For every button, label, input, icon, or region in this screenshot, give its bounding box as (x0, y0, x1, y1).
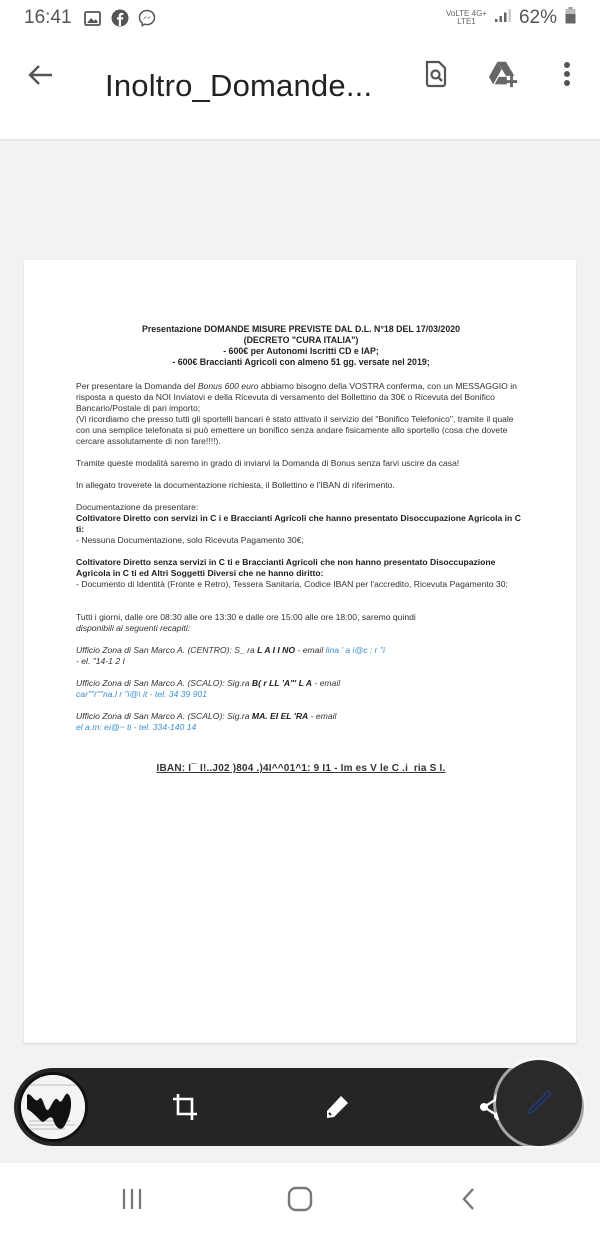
network-sim-label: LTE1 (457, 17, 476, 26)
gallery-icon (84, 9, 102, 27)
document-viewer[interactable] (0, 143, 600, 1163)
status-bar (0, 0, 600, 36)
arrow-left-icon (26, 60, 56, 90)
doc-text: Tutti i giorni, dalle ore 08:30 alle ore 13:30 e dalle ore 15:00 alle ore 18:00, saremo quindi (76, 612, 416, 622)
app-bar (0, 36, 600, 141)
doc-documentation-list (76, 502, 526, 546)
add-to-drive-button[interactable] (488, 58, 520, 90)
recent-apps-button[interactable] (112, 1181, 152, 1217)
network-indicator (446, 10, 487, 26)
contact-name: L A I I NO (257, 645, 296, 655)
contact-office: Ufficio Zona di San Marco A. (SCALO): Sig.ra (76, 678, 252, 688)
screenshot-thumbnail[interactable] (18, 1072, 88, 1142)
contact-email-link[interactable]: el a.m: ei@~ (76, 722, 125, 732)
find-in-page-icon (424, 60, 448, 88)
document-page (24, 260, 576, 1043)
back-button[interactable] (26, 60, 56, 90)
doc-header-line: (DECRETO "CURA ITALIA") (243, 335, 359, 345)
home-icon (287, 1186, 313, 1212)
doc-header (76, 324, 526, 368)
doc-paragraph-request (76, 381, 526, 447)
doc-hours (76, 612, 526, 634)
home-button[interactable] (280, 1181, 320, 1217)
contact-email-link[interactable]: lina ' a i@c : r "i (325, 645, 385, 655)
doc-text-italic: disponibili ai seguenti recapiti: (76, 623, 191, 633)
edit-fab[interactable] (496, 1060, 582, 1146)
doc-text: abbiamo bisogno della VOSTRA conferma, con un MESSAGGIO in risposta a questo da NOI Inviatovi e della Ricevuta di versamento del Bollettino da 30€ o Ricevuta del Bonifico Bancario/Postale di pari importo; (76, 381, 517, 413)
recent-apps-icon (120, 1188, 144, 1210)
document-title: Inoltro_Domande... (105, 68, 373, 103)
draw-button[interactable] (318, 1088, 356, 1126)
doc-text: (Vi ricordiamo che presso tutti gli sportelli bancari è stato attivato il servizio del "Bonifico Telefonico", tramite il quale con una semplice telefonata si può emettere un bonifico senza andare fisicamente allo sportello (cosa che dovete cercare assolutamente di non fare!!!!). (76, 414, 514, 446)
doc-documentation-group-2 (76, 557, 526, 590)
facebook-icon (111, 9, 129, 27)
doc-iban: IBAN: I¯ I!..J02 )804 .)4I^^01^1: 9 I1 - Im es V le C .i_ria S I. (156, 763, 446, 774)
document-content (76, 324, 526, 774)
contact-email-label: - email (311, 678, 341, 688)
contact-email-link[interactable]: car""r""na.l r "i@\ (76, 689, 141, 699)
doc-contact (76, 678, 526, 700)
doc-contact (76, 645, 526, 667)
nav-back-button[interactable] (448, 1181, 488, 1217)
doc-text: Documentazione da presentare: (76, 502, 199, 512)
contact-name: B( r LL 'A"' L A (251, 678, 312, 688)
signal-icon (495, 9, 511, 28)
contact-phone: ti - tel. 334-140 14 (124, 722, 197, 732)
pencil-icon (322, 1092, 352, 1122)
thumbnail-preview-icon (21, 1075, 85, 1139)
drive-add-icon (488, 59, 520, 89)
crop-icon (171, 1092, 199, 1122)
doc-text: - Documento di Identità (Fronte e Retro), Tessera Sanitaria, Codice IBAN per l'accredito, Ricevuta Pagamento 30; (76, 579, 508, 589)
system-nav-bar (0, 1163, 600, 1234)
doc-header-line: - 600€ per Autonomi Iscritti CD e IAP; (223, 346, 379, 356)
doc-text: - Nessuna Documentazione, solo Ricevuta Pagamento 30€; (76, 535, 304, 545)
doc-paragraph-modalities: Tramite queste modalità saremo in grado di inviarvi la Domanda di Bonus senza farvi uscire da casa! (76, 458, 460, 468)
battery-icon (565, 7, 576, 29)
contact-office: Ufficio Zona di San Marco A. (CENTRO): S_ ra (76, 645, 258, 655)
more-vert-icon (562, 60, 572, 88)
doc-text-italic: Bonus 600 euro (197, 381, 259, 391)
doc-group-title: Coltivatore Diretto con servizi in C i e Braccianti Agricoli che hanno presentato Disoccupazione Agricola in C ti: (76, 513, 521, 534)
chevron-left-icon (460, 1187, 476, 1211)
contact-phone: - el. "14-1 2 I (76, 656, 125, 666)
doc-group-title: Coltivatore Diretto senza servizi in C ti e Braccianti Agricoli che non hanno presentato Disoccupazione Agricola in C ti ed Altri Soggetti Diversi che ne hanno diritto: (76, 557, 496, 578)
contact-email-label: - email (308, 711, 337, 721)
doc-contact (76, 711, 526, 733)
network-type-label: VoLTE 4G+ (445, 9, 487, 18)
battery-percent: 62% (518, 7, 557, 28)
doc-header-line: - 600€ Braccianti Agricoli con almeno 51 gg. versate nel 2019; (172, 357, 430, 367)
clock: 16:41 (24, 7, 72, 28)
search-in-document-button[interactable] (420, 58, 452, 90)
contact-name: MA. EI EL 'RA (251, 711, 309, 721)
messenger-icon (138, 9, 156, 27)
more-options-button[interactable] (551, 58, 583, 90)
doc-text: Per presentare la Domanda del (76, 381, 198, 391)
doc-paragraph-attachments: In allegato troverete la documentazione richiesta, il Bollettino e l'IBAN di riferimento. (76, 480, 395, 490)
edit-pencil-icon (524, 1088, 554, 1118)
contact-phone: it - tel. 34 39 901 (140, 689, 207, 699)
crop-button[interactable] (166, 1088, 204, 1126)
contact-office: Ufficio Zona di San Marco A. (SCALO): Sig.ra (76, 711, 252, 721)
doc-header-line: Presentazione DOMANDE MISURE PREVISTE DAL D.L. N°18 DEL 17/03/2020 (141, 324, 461, 334)
contact-email-label: - email (295, 645, 326, 655)
